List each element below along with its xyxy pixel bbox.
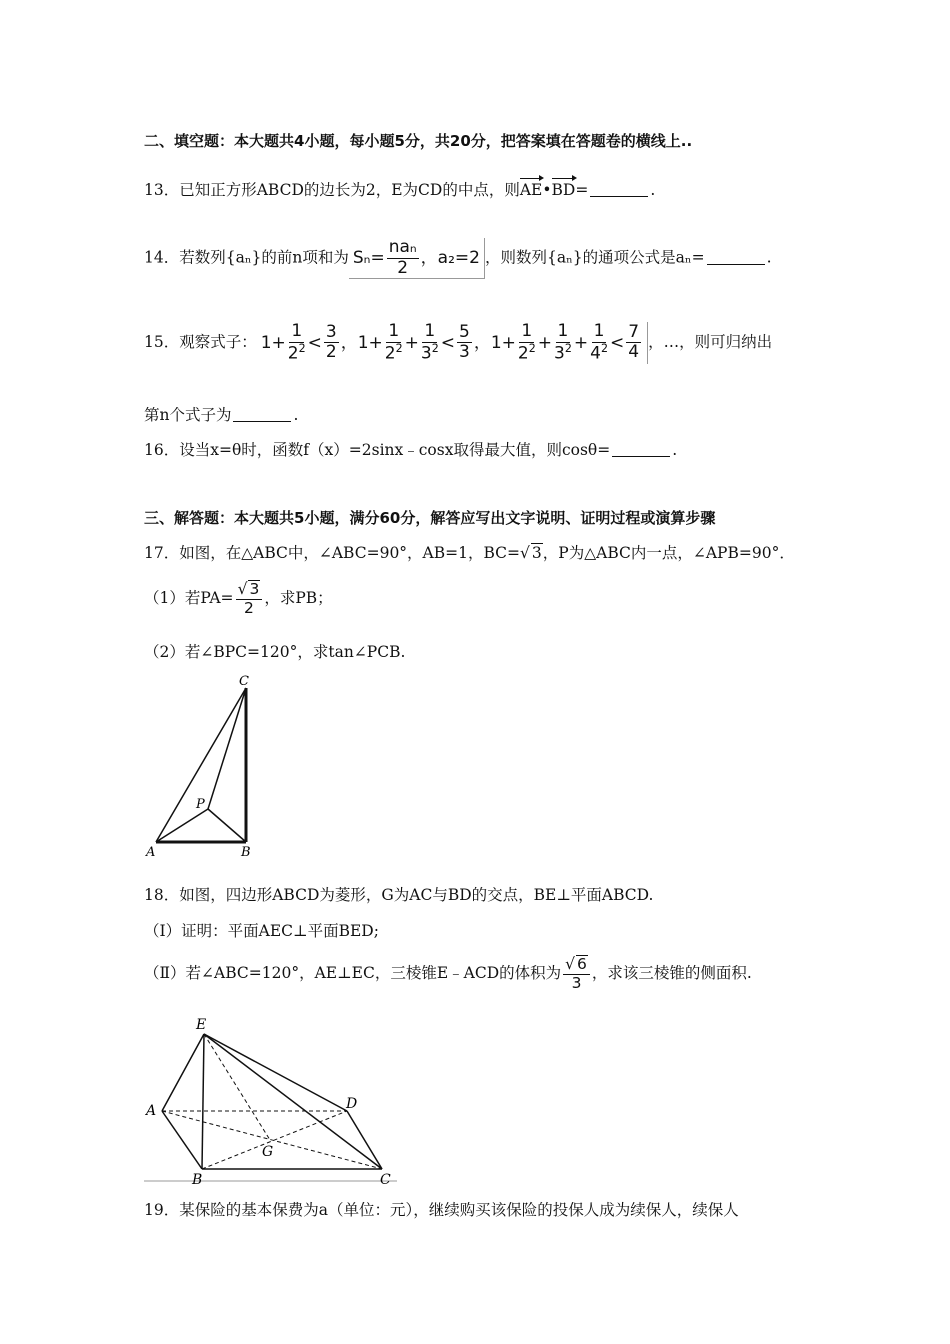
question-15-line-2 [144,403,298,425]
section-2-header: 二、填空题：本大题共4小题，每小题5分，共20分，把答案填在答题卷的横线上.. [144,132,693,150]
sqrt-icon: √ [520,544,530,562]
volume-numerator: 6 [577,955,587,973]
edge-ed [204,1034,347,1111]
question-17-part-1 [144,580,333,618]
question-15 [144,322,772,364]
period: . [672,441,678,459]
label-c: C [239,674,249,689]
question-14 [144,238,772,279]
segment-pc [208,688,246,809]
label-b: B [241,845,251,860]
period: . [766,248,772,267]
q14-text-a: 14．若数列{aₙ}的前n项和为 [144,248,349,267]
diagonal-bd [202,1111,347,1169]
volume-denominator: 3 [571,973,582,992]
answer-blank [612,441,670,458]
question-17 [144,541,795,563]
question-16 [144,438,677,460]
label-c: C [380,1172,391,1186]
question-18: 18．如图，四边形ABCD为菱形，G为AC与BD的交点，BE⊥平面ABCD. [144,886,654,904]
q13-text: 13．已知正方形ABCD的边长为2，E为CD的中点，则 [144,181,520,199]
q17-part1-text-b: ，求PB； [264,588,333,607]
question-18-part-2 [144,955,752,993]
pa-fraction [236,580,263,618]
q14-formula [349,238,485,279]
vector-ae: AE [520,177,543,199]
label-g: G [262,1144,274,1160]
answer-blank [707,248,765,265]
question-17-part-2: （2）若∠BPC=120°，求tan∠PCB. [144,643,406,661]
period: . [293,406,299,424]
question-19: 19．某保险的基本保费为a（单位：元），继续购买该保险的投保人成为续保人，续保人 [144,1201,739,1219]
figure-pyramid-eabcd [142,1014,402,1186]
q15-text-b: ，…，则可归纳出 [648,332,773,351]
label-b: B [192,1172,203,1186]
formula-separator: ， [420,248,438,269]
q15-inequalities: 1+ $\frac{1}{2^2}$ < $\frac{3}{2}$ ，1+ $\frac{1}{2^2}$ + $\frac{1}{3^2}$ < $\frac{5}{3}$ ，1+ $\frac{1}{2^2}$ + $\frac{1}{3^2}$ + $\frac{1}{4^2}$ < $\frac{7}{4}$ [257,322,648,364]
label-e: E [196,1017,207,1033]
sn-lhs: Sₙ= [352,248,385,269]
answer-blank [590,181,648,198]
volume-fraction [563,955,590,993]
label-d: D [346,1096,358,1112]
q14-text-b: ，则数列{aₙ}的通项公式是aₙ= [484,248,705,267]
equals-sign: = [575,181,589,199]
question-13 [144,177,655,200]
period: . [650,181,656,199]
dot-product-sign: • [542,181,552,199]
segment-eg [204,1034,270,1140]
q18-part2-text-b: ，求该三棱锥的侧面积. [591,963,752,982]
q16-text: 16．设当x=θ时，函数f（x）=2sinx﹣cosx取得最大值，则cosθ= [144,441,611,459]
q17-part1-text-a: （1）若PA= [144,588,234,607]
diagonal-ac [162,1111,382,1169]
q17-text-b: ，P为△ABC内一点，∠APB=90°． [542,544,795,562]
pa-numerator: 3 [249,580,260,598]
sqrt-icon: √ [565,955,576,973]
edge-dc [347,1111,382,1169]
q15-line2-text: 第n个式子为 [144,406,232,424]
figure-triangle-abc [140,672,270,862]
label-p: P [196,797,205,812]
vector-bd: BD [552,177,576,199]
edge-eb [202,1034,204,1169]
question-18-part-1: （Ⅰ）证明：平面AEC⊥平面BED; [144,922,379,940]
sn-denominator: 2 [397,257,409,278]
sn-numerator: naₙ [388,237,417,257]
q15-text-a: 15．观察式子： [144,332,257,351]
section-3-header: 三、解答题：本大题共5小题，满分60分，解答应写出文字说明、证明过程或演算步骤 [144,509,716,527]
pa-denominator: 2 [244,598,254,617]
sqrt-icon: √ [237,580,248,598]
sqrt-radicand: 3 [531,544,542,562]
edge-ea [162,1034,204,1111]
segment-pb [208,809,246,842]
q18-part2-text-a: （Ⅱ）若∠ABC=120°，AE⊥EC，三棱锥E﹣ACD的体积为 [144,963,562,982]
answer-blank [233,406,291,423]
sn-fraction [387,238,419,278]
a2-value: a₂=2 [437,248,480,269]
label-a: A [146,845,156,860]
segment-pa [156,809,208,842]
edge-ac [156,688,246,842]
q17-text-a: 17．如图，在△ABC中，∠ABC=90°，AB=1，BC= [144,544,521,562]
label-a: A [146,1103,157,1119]
